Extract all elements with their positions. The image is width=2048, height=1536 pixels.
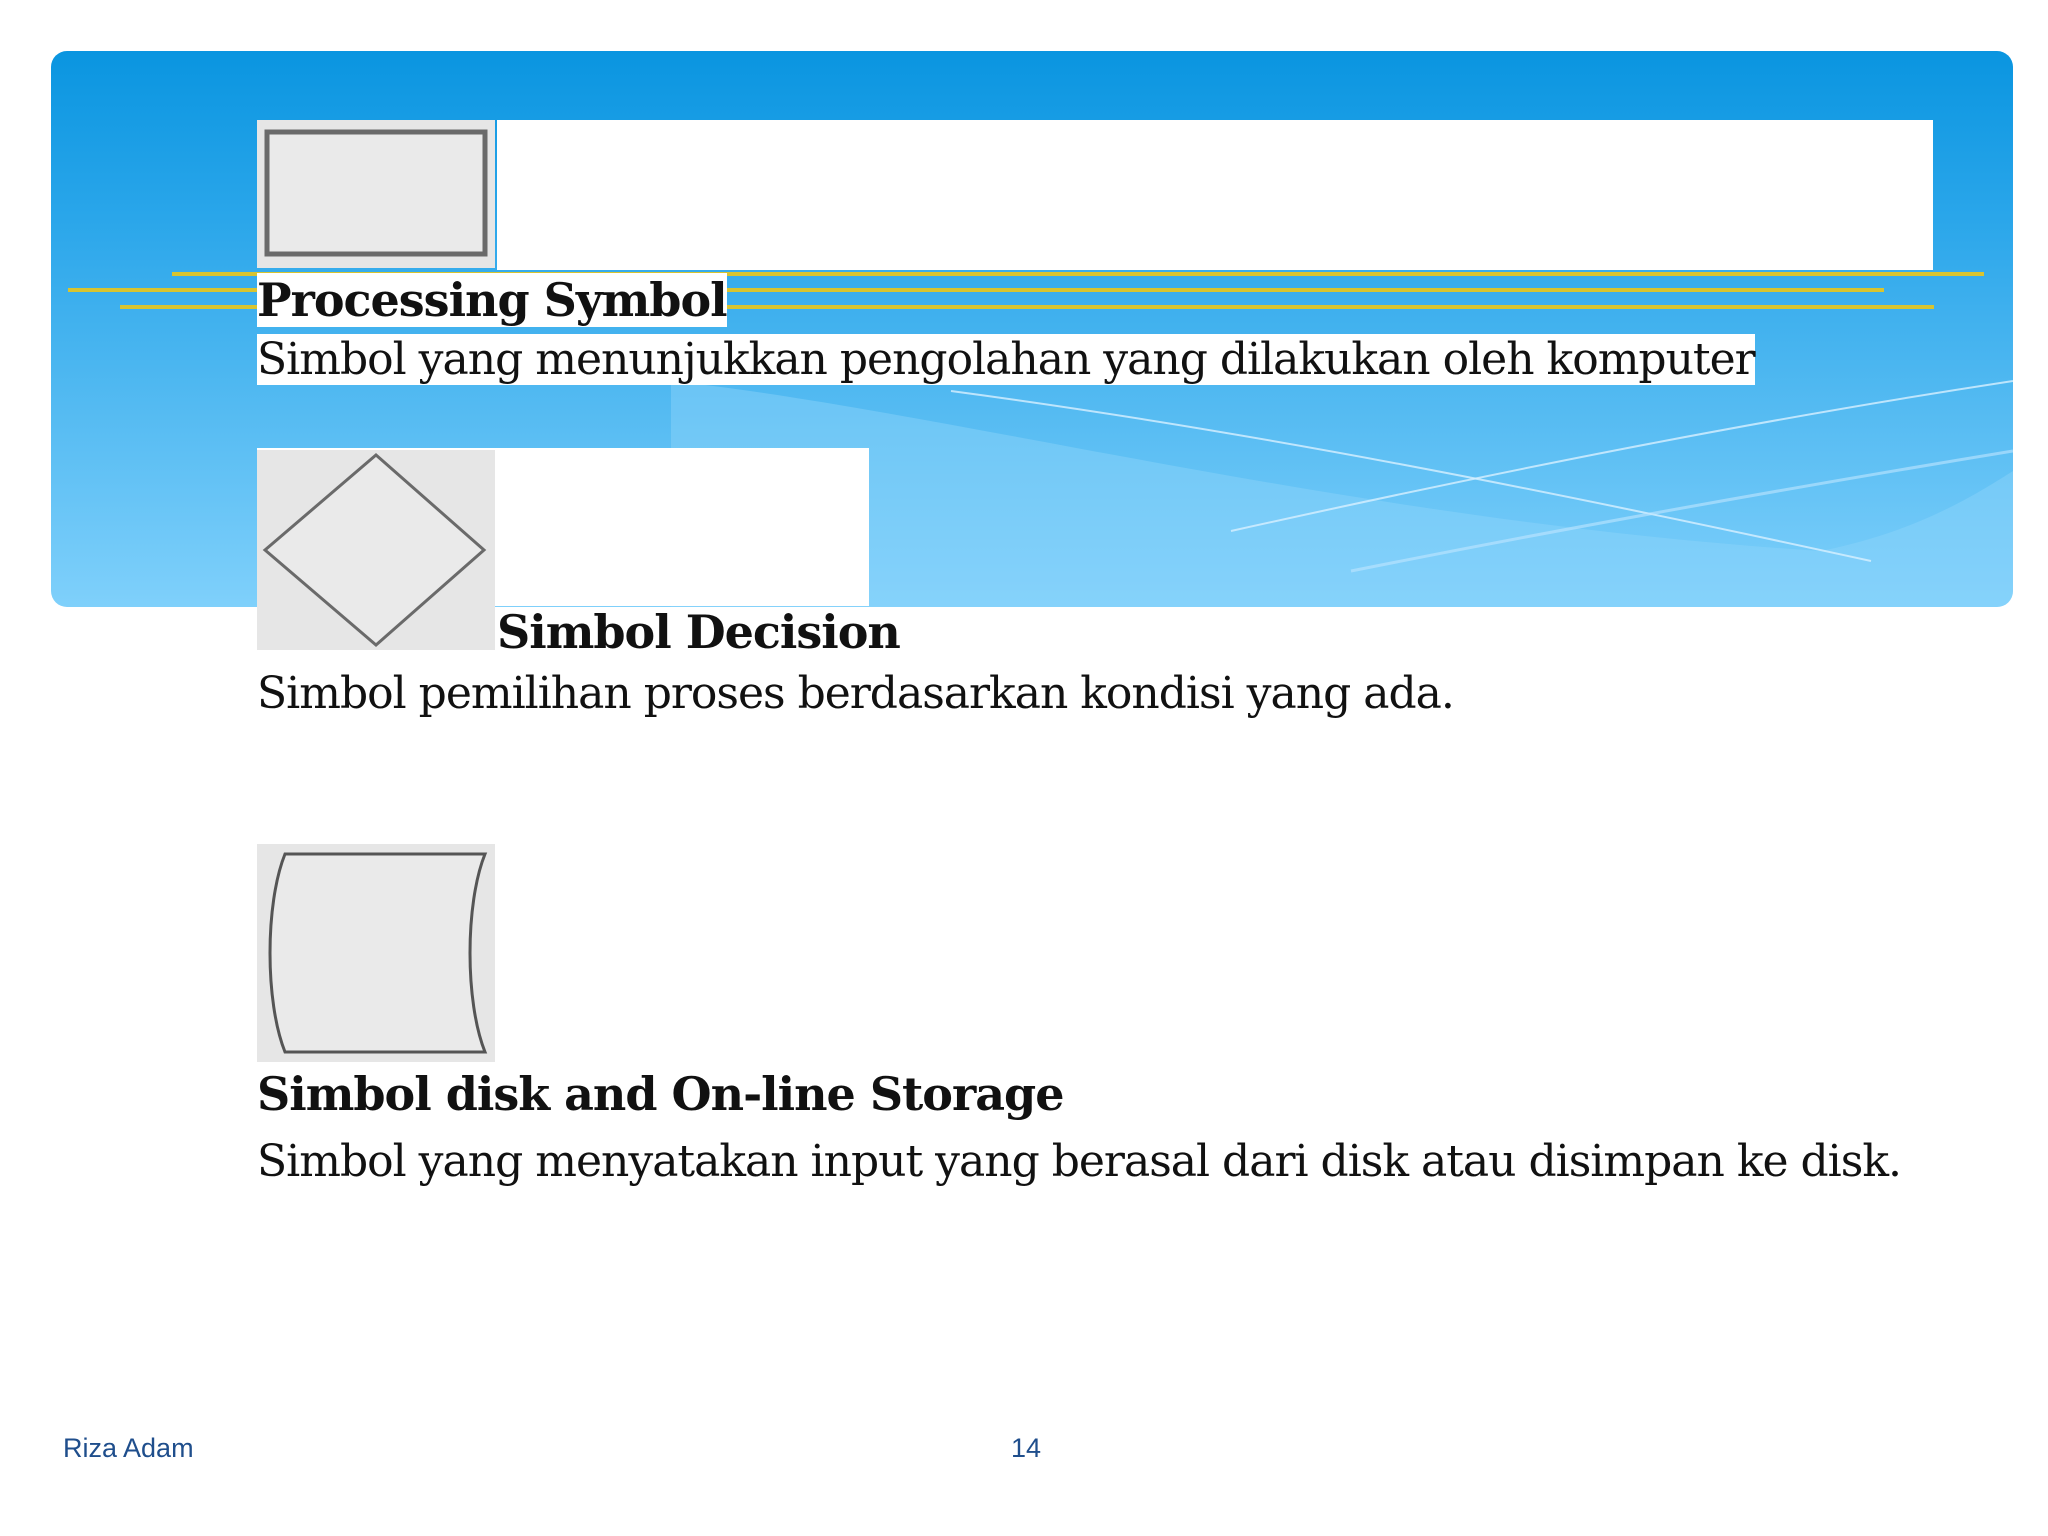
processing-symbol-description: Simbol yang menunjukkan pengolahan yang dilakukan oleh komputer [257,334,1755,385]
title-panel [497,120,1933,270]
disk-storage-description: Simbol yang menyatakan input yang berasal dari disk atau disimpan ke disk. [257,1136,1901,1187]
processing-symbol-title: Processing Symbol [257,273,727,327]
decision-symbol-description: Simbol pemilihan proses berdasarkan kondisi yang ada. [257,668,1454,719]
disk-storage-title: Simbol disk and On-line Storage [257,1067,1064,1121]
disk-storage-icon [257,844,495,1062]
decision-symbol-title: Simbol Decision [497,605,900,659]
process-rectangle-icon [257,120,495,268]
footer-author: Riza Adam [63,1433,194,1463]
decision-diamond-icon [257,450,495,650]
footer-page-number: 14 [1011,1433,1042,1463]
